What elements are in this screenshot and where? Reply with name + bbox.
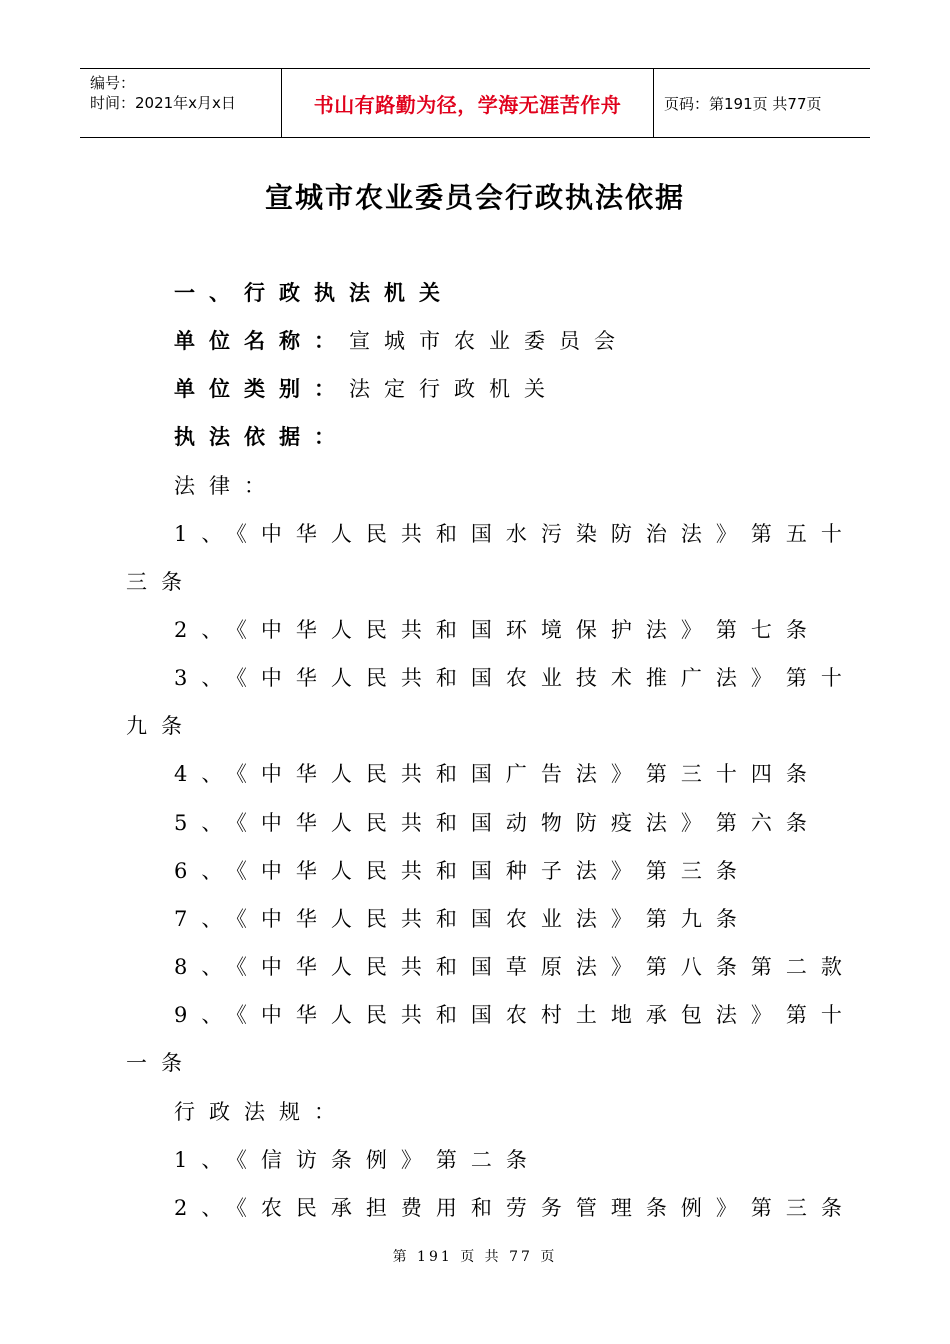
unit-type-value: 法定行政机关 — [349, 377, 559, 401]
header-motto-cell — [282, 69, 654, 137]
law-item: 4、《中华人民共和国广告法》第三十四条 — [174, 762, 821, 786]
law-item: 5、《中华人民共和国动物防疫法》第六条 — [174, 811, 821, 835]
unit-type-label: 单位类别： — [174, 377, 349, 401]
document-title: 宣城市农业委员会行政执法依据 — [264, 181, 685, 214]
unit-name-label: 单位名称： — [174, 329, 349, 353]
law-item-continuation: 三条 — [126, 570, 196, 594]
regulation-item: 2、《农民承担费用和劳务管理条例》第三条 — [174, 1196, 856, 1220]
basis-label: 执法依据： — [174, 425, 349, 449]
time-label: 时间：2021年x月x日 — [90, 94, 236, 112]
law-item: 3、《中华人民共和国农业技术推广法》第十 — [174, 666, 856, 690]
law-item: 9、《中华人民共和国农村土地承包法》第十 — [174, 1003, 856, 1027]
law-item: 1、《中华人民共和国水污染防治法》第五十 — [174, 522, 856, 546]
header-motto: 书山有路勤为径，学海无涯苦作舟 — [313, 92, 622, 117]
unit-type-row — [174, 374, 559, 404]
regulation-item: 1、《信访条例》第二条 — [174, 1148, 541, 1172]
laws-label: 法律： — [174, 474, 279, 498]
law-item: 6、《中华人民共和国种子法》第三条 — [174, 859, 751, 883]
page-footer: 第 191 页 共 77 页 — [392, 1249, 558, 1265]
page-header — [80, 68, 870, 138]
law-item: 7、《中华人民共和国农业法》第九条 — [174, 907, 751, 931]
header-page-info: 页码：第191页 共77页 — [664, 94, 822, 113]
unit-name-row — [174, 326, 629, 356]
regulations-label: 行政法规： — [174, 1100, 349, 1124]
header-page-cell — [654, 69, 870, 137]
law-item-continuation: 一条 — [126, 1051, 196, 1075]
law-item-continuation: 九条 — [126, 714, 196, 738]
header-meta-cell — [80, 69, 282, 137]
serial-label: 编号： — [90, 74, 136, 92]
unit-name-value: 宣城市农业委员会 — [349, 329, 629, 353]
section-heading: 一、行政执法机关 — [174, 281, 454, 305]
law-item: 2、《中华人民共和国环境保护法》第七条 — [174, 618, 821, 642]
law-item: 8、《中华人民共和国草原法》第八条第二款 — [174, 955, 856, 979]
